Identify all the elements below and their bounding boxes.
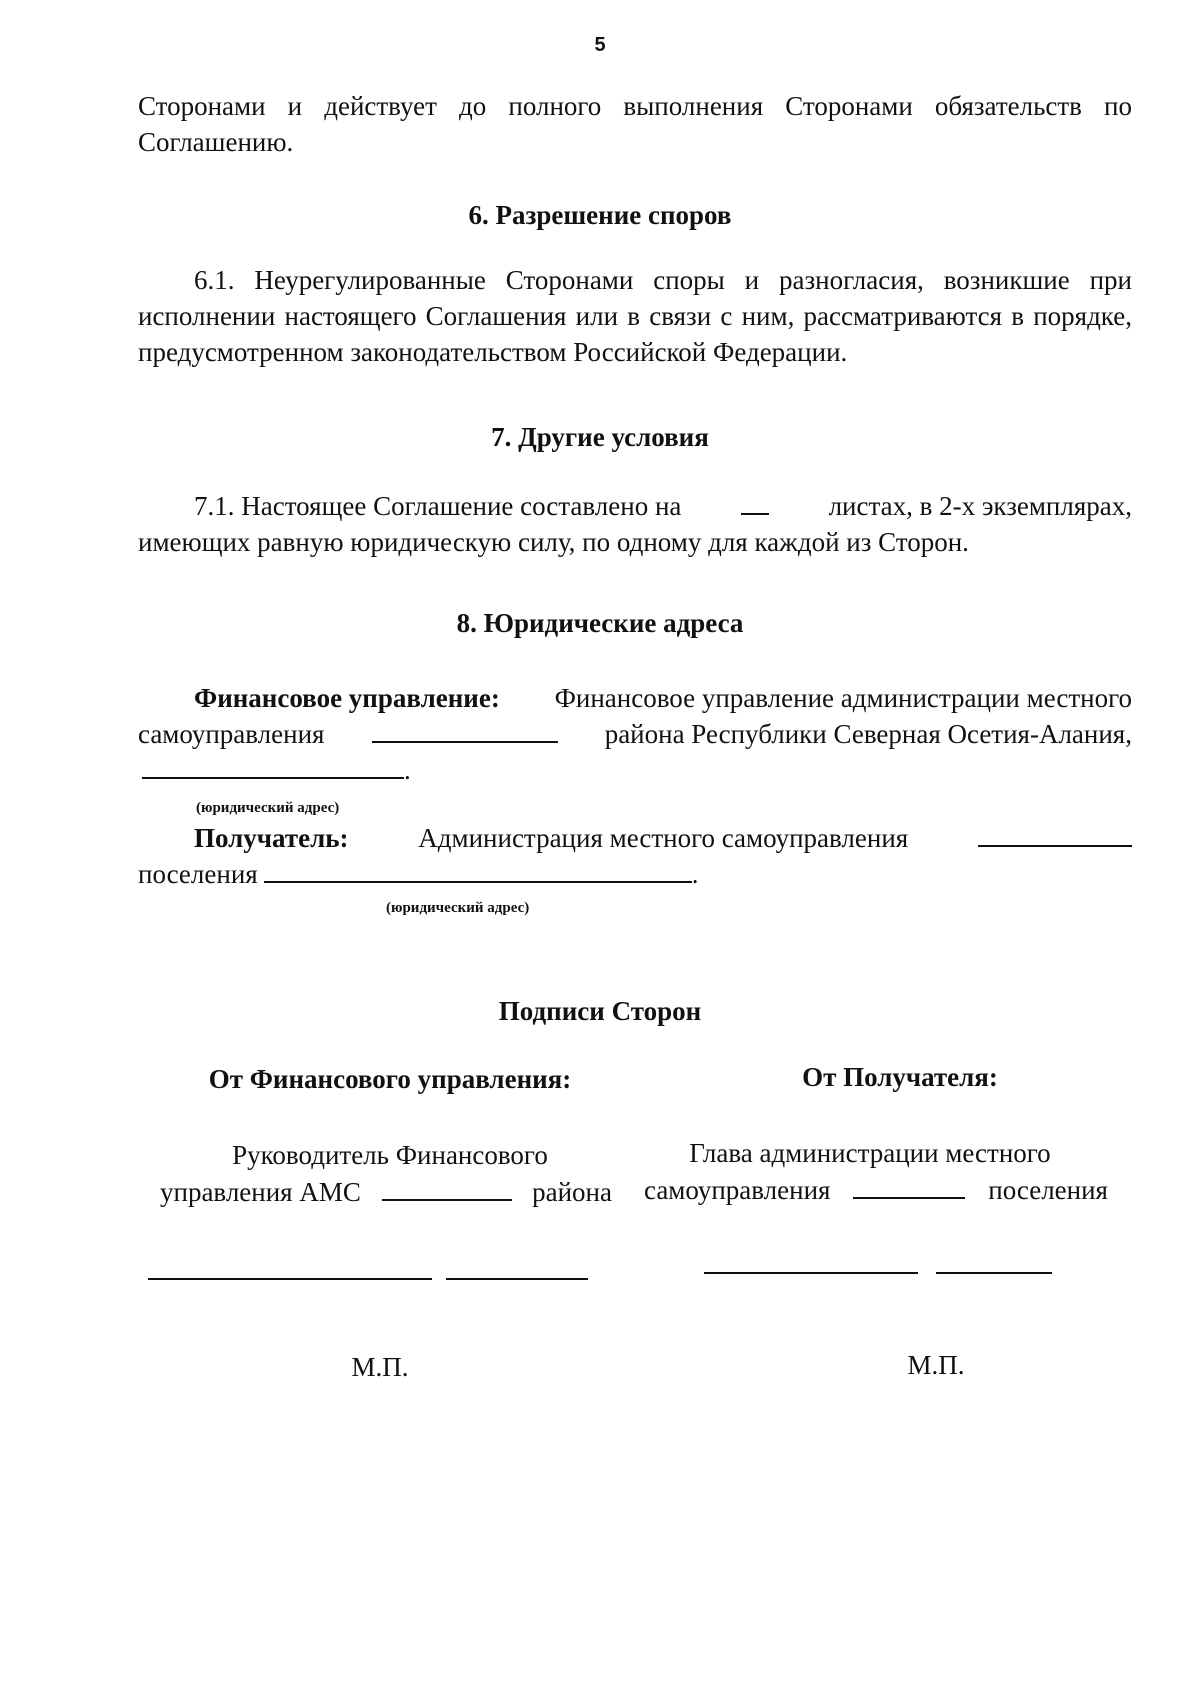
section-8-title: 8. Юридические адреса — [456, 608, 744, 638]
right-settlement-blank — [853, 1193, 965, 1199]
left-signatory-heading: От Финансового управления: — [208, 1064, 572, 1094]
left-name-line — [446, 1278, 588, 1280]
left-role-line-2 — [160, 1174, 612, 1210]
right-role-line-1: Глава администрации местного — [689, 1138, 1051, 1168]
section-6-title: 6. Разрешение споров — [468, 200, 732, 230]
rec-label: Получатель: — [194, 823, 349, 853]
right-signatory-heading: От Получателя: — [802, 1062, 998, 1092]
section-6-paragraph: 6.1. Неурегулированные Сторонами споры и разногласия, возникшие при исполнении настоящего Соглашения или в связи с ним, рассматриваются в порядке, предусмотренном законодательством Российской Федерации. — [138, 265, 1132, 367]
right-role-text-b: поселения — [988, 1175, 1108, 1205]
left-stamp-place: М.П. — [351, 1352, 409, 1382]
rec-address-line-2: поселения . — [138, 856, 698, 892]
rec-address-blank — [264, 877, 692, 883]
right-role-line-2 — [644, 1172, 1108, 1208]
fin-text-2b: района Республики Северная Осетия-Алания, — [604, 719, 1132, 749]
section-7-text-b: листах, в 2-х экземплярах, — [828, 491, 1132, 521]
section-7-text-a: 7.1. Настоящее Соглашение составлено на — [194, 491, 682, 521]
section-7-line-2: имеющих равную юридическую силу, по одному для каждой из Сторон. — [138, 527, 969, 557]
fin-text-1: Финансовое управление администрации местного — [554, 683, 1132, 713]
rec-text-1: Администрация местного самоуправления — [418, 823, 909, 853]
signatures-title: Подписи Сторон — [498, 996, 702, 1026]
left-role-line-1: Руководитель Финансового — [232, 1140, 548, 1170]
section-7-line-1 — [194, 488, 1132, 524]
fin-label: Финансовое управление: — [194, 683, 500, 713]
rec-text-2: поселения — [138, 859, 258, 889]
fin-text-2a: самоуправления — [138, 719, 325, 749]
fin-address-line-2 — [138, 716, 1132, 752]
rec-address-hint: (юридический адрес) — [386, 900, 530, 916]
sheets-count-blank — [741, 509, 769, 515]
fin-address-line-1 — [194, 680, 1132, 716]
right-name-line — [936, 1272, 1052, 1274]
page-number: 5 — [594, 34, 606, 56]
fin-address-blank — [142, 773, 404, 779]
left-signature-line — [148, 1278, 432, 1280]
left-district-blank — [382, 1195, 512, 1201]
fin-address-line-3: . — [142, 752, 411, 788]
rec-address-line-1 — [194, 820, 1132, 856]
section-7-title: 7. Другие условия — [491, 422, 709, 452]
settlement-blank — [978, 841, 1132, 847]
right-stamp-place: М.П. — [907, 1350, 965, 1380]
intro-paragraph: Сторонами и действует до полного выполнения Сторонами обязательств по Соглашению. — [138, 91, 1132, 157]
district-blank — [372, 737, 558, 743]
right-signature-line — [704, 1272, 918, 1274]
fin-address-hint: (юридический адрес) — [196, 800, 340, 816]
right-role-text-a: самоуправления — [644, 1175, 831, 1205]
left-role-text-a: управления АМС — [160, 1177, 361, 1207]
left-role-text-b: района — [532, 1177, 612, 1207]
